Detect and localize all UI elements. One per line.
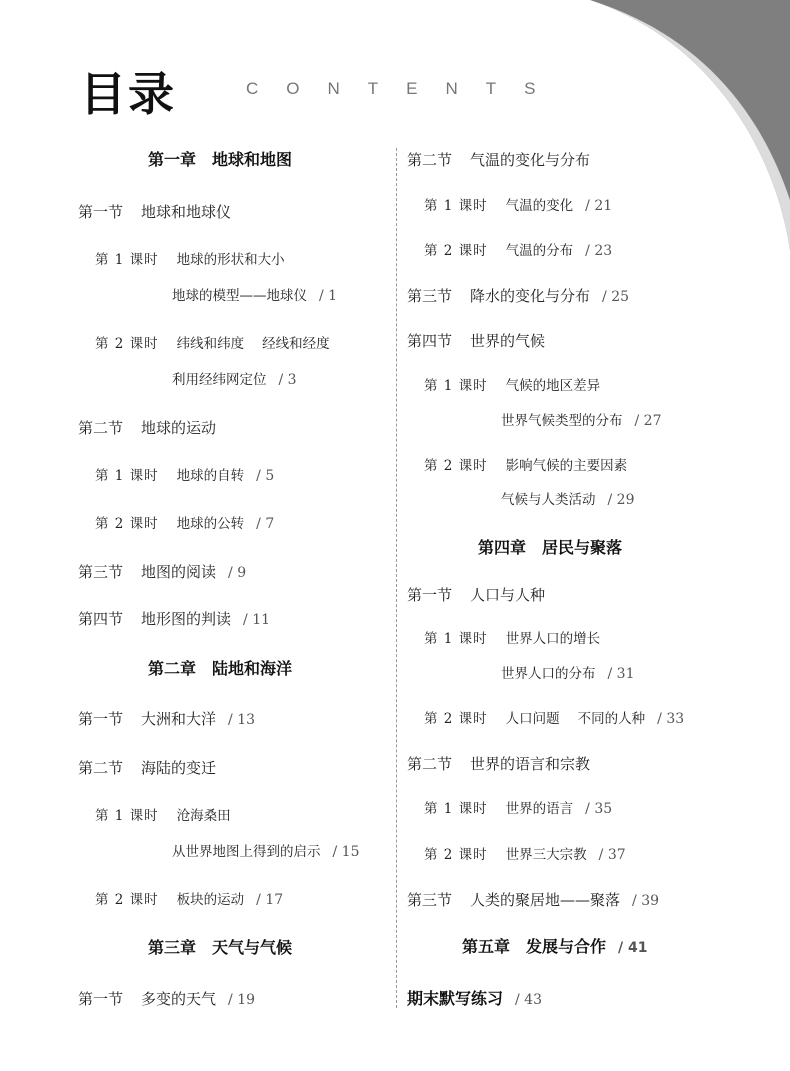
chapter-label: 第一章 [148,150,197,169]
section-label: 第三节 [407,287,453,305]
toc-lesson[interactable] [424,845,626,865]
toc-section[interactable] [78,418,216,438]
section-title: 地图的阅读 [141,563,217,581]
toc-lesson[interactable] [424,241,612,261]
toc-section[interactable] [78,709,255,730]
page-number: / 11 [243,612,271,628]
lesson-label: 第 1 课时 [95,468,159,484]
section-title: 大洲和大洋 [141,710,217,728]
lesson-label: 第 2 课时 [95,516,159,532]
toc-section[interactable] [78,758,216,778]
lesson-label: 第 2 课时 [95,892,159,908]
section-label: 第三节 [78,563,124,581]
chapter-label: 第二章 [148,659,197,678]
toc-lesson[interactable] [95,890,283,910]
section-title: 地球和地球仪 [141,203,232,221]
toc-lesson-continued[interactable] [172,286,337,306]
page-number: / 13 [228,712,256,728]
toc-lesson[interactable] [95,806,231,826]
toc-lesson-continued[interactable] [172,370,297,390]
page-number: / 19 [228,992,256,1008]
section-label: 第二节 [407,151,453,169]
chapter-title: 陆地和海洋 [212,659,293,678]
final-practice-title: 期末默写练习 [407,989,504,1008]
lesson-title: 板块的运动 [176,892,245,908]
toc-section[interactable] [407,150,590,170]
lesson-title: 地球的形状和大小 [176,252,285,268]
chapter-5-heading[interactable] [462,937,648,958]
page-number: / 3 [278,372,297,388]
page-number: / 9 [228,565,247,581]
lesson-title: 世界人口的分布 [501,666,596,682]
chapter-label: 第三章 [148,938,197,957]
chapter-4-heading[interactable] [478,538,622,558]
page-number: / 15 [332,844,360,860]
section-title: 地形图的判读 [141,610,232,628]
toc-lesson[interactable] [95,466,274,486]
section-title: 世界的语言和宗教 [470,755,591,773]
section-label: 第三节 [407,891,453,909]
section-label: 第四节 [78,610,124,628]
lesson-title: 经线和经度 [262,336,330,352]
section-title: 人口与人种 [470,586,546,604]
lesson-title: 地球的模型——地球仪 [172,288,307,304]
toc-lesson[interactable] [95,250,285,270]
lesson-title: 人口问题 [505,711,560,727]
chapter-title: 发展与合作 [526,937,607,956]
page-number: / 29 [607,492,635,508]
toc-lesson-continued[interactable] [501,490,634,510]
chapter-1-heading[interactable] [148,150,292,170]
lesson-label: 第 1 课时 [424,198,488,214]
section-label: 第二节 [78,759,124,777]
chapter-label: 第五章 [462,937,511,956]
lesson-label: 第 2 课时 [424,243,488,259]
page-number: / 37 [598,847,626,863]
lesson-label: 第 2 课时 [424,847,488,863]
lesson-title: 气候与人类活动 [501,492,596,508]
page-number: / 1 [319,288,338,304]
section-title: 人类的聚居地——聚落 [470,891,621,909]
section-label: 第二节 [407,755,453,773]
toc-lesson[interactable] [424,799,612,819]
chapter-label: 第四章 [478,538,527,557]
toc-lesson-continued[interactable] [501,664,634,684]
final-practice-entry[interactable] [407,989,542,1010]
page-subtitle: CONTENTS [246,79,564,98]
toc-lesson[interactable] [95,334,330,354]
toc-section[interactable] [407,585,545,605]
lesson-label: 第 2 课时 [424,711,488,727]
lesson-title: 地球的公转 [176,516,245,532]
lesson-title: 沧海桑田 [176,808,231,824]
lesson-title: 影响气候的主要因素 [505,458,628,474]
section-label: 第一节 [78,990,124,1008]
toc-section[interactable] [407,754,590,774]
lesson-title: 世界气候类型的分布 [501,413,623,429]
page-number: / 23 [585,243,613,259]
page-number: / 7 [256,516,275,532]
lesson-title: 利用经纬网定位 [172,372,267,388]
lesson-title: 不同的人种 [577,711,646,727]
toc-lesson-continued[interactable] [501,411,661,431]
lesson-title: 纬线和纬度 [176,336,245,352]
lesson-label: 第 2 课时 [424,458,488,474]
section-label: 第一节 [407,586,453,604]
toc-lesson-continued[interactable] [172,842,359,862]
page-number: / 5 [256,468,275,484]
chapter-title: 居民与聚落 [542,538,623,557]
lesson-label: 第 1 课时 [424,378,488,394]
lesson-label: 第 1 课时 [95,808,159,824]
section-title: 世界的气候 [470,332,546,350]
section-label: 第一节 [78,203,124,221]
toc-section[interactable] [407,331,545,351]
column-divider [396,148,397,1008]
lesson-title: 气温的变化 [505,198,574,214]
toc-lesson[interactable] [95,514,274,534]
section-title: 多变的天气 [141,990,217,1008]
toc-lesson[interactable] [424,629,600,649]
toc-section[interactable] [407,890,659,911]
toc-section[interactable] [78,989,255,1010]
section-label: 第一节 [78,710,124,728]
page-number: / 41 [618,940,648,956]
page-number: / 39 [632,893,660,909]
chapter-2-heading[interactable] [148,659,292,679]
page-title: 目录 [80,67,176,121]
lesson-label: 第 2 课时 [95,336,159,352]
section-title: 海陆的变迁 [141,759,217,777]
page-number: / 25 [602,289,630,305]
section-title: 气温的变化与分布 [470,151,591,169]
lesson-title: 世界的语言 [505,801,574,817]
page-number: / 43 [515,992,542,1008]
page-number: / 31 [607,666,635,682]
section-label: 第四节 [407,332,453,350]
toc-lesson[interactable] [424,376,600,396]
toc-section[interactable] [407,286,629,307]
toc-lesson[interactable] [424,196,612,216]
page-number: / 17 [256,892,284,908]
lesson-title: 世界三大宗教 [505,847,587,863]
toc-lesson[interactable] [424,709,684,729]
chapter-title: 地球和地图 [212,150,293,169]
lesson-title: 地球的自转 [176,468,245,484]
toc-section[interactable] [78,562,246,583]
page-number: / 35 [585,801,613,817]
section-title: 降水的变化与分布 [470,287,591,305]
section-title: 地球的运动 [141,419,217,437]
toc-lesson[interactable] [424,456,627,476]
toc-section[interactable] [78,609,270,630]
lesson-title: 气温的分布 [505,243,574,259]
lesson-title: 气候的地区差异 [505,378,601,394]
page-number: / 27 [634,413,662,429]
page-number: / 33 [657,711,685,727]
lesson-title: 世界人口的增长 [505,631,601,647]
page-number: / 21 [585,198,613,214]
lesson-title: 从世界地图上得到的启示 [172,844,321,860]
lesson-label: 第 1 课时 [95,252,159,268]
lesson-label: 第 1 课时 [424,801,488,817]
chapter-title: 天气与气候 [212,938,293,957]
lesson-label: 第 1 课时 [424,631,488,647]
page-curl-decoration [590,0,790,250]
toc-section[interactable] [78,202,231,222]
chapter-3-heading[interactable] [148,938,292,958]
section-label: 第二节 [78,419,124,437]
